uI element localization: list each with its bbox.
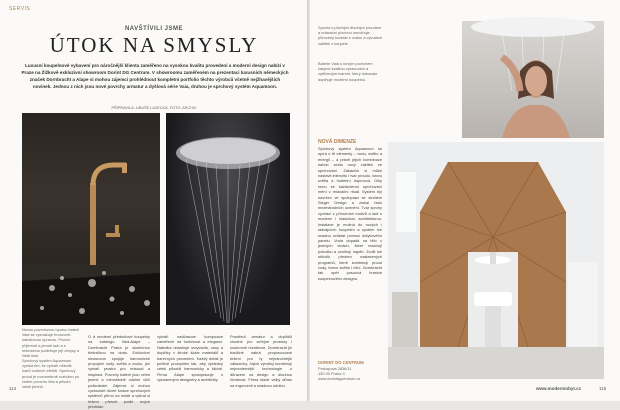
faucet-photo (22, 113, 160, 325)
right-body-text: Sprchový systém Aquamoon se opírá o tři elementy – vodu, světlo a energii – a právě jejich kombinace nabízí zcela nový zážitek ze sprchování. Zákazník si může nastavit intenzitu i tvar proudu, barvu světla a hudební doprovod. Díky tomu se každodenní sprchování mění v relaxační rituál. Systém byl navržen ve spolupráci se studiem Sieger Design a získal řadu mezinárodních ocenění. Tvar sprchy vychází z přírodních motivů a ladí s moderní i klasickou architekturou. Instalace je možná do nových i stávajících koupelen a systém lze snadno ovládat pomocí dotykového panelu. Voda dopadá na tělo v jemných vlnách, které masírují pokožku a uvolňují napětí. Zvolit lze několik předem nastavených programů, které kombinují proud vody, barvu světla i vůni. Dornbracht tak opět posouvá hranice koupelnového designu. (318, 146, 382, 281)
left-caption-1: Novou povrchovou úpravu baterií Vaia se vyznačuje bronzově-kartáčovou úpravou. Povrch příjemně a jemně ladí a s mikrotextu podtrhuje její obrysy a čisté linie. (22, 327, 80, 359)
article-title: ÚTOK NA SMYSLY (49, 33, 259, 57)
contact-line-3: www.dorintdgcentrum.cz (318, 376, 361, 381)
right-caption-1: Sprcha s plochým dlouhým proudem a relaxační plochou umožňuje přirozený kontakt s vodou a vyvolává zážitek z koupele. (318, 25, 382, 46)
website: www.moderniobyt.cz (536, 386, 581, 391)
page-number-right: 115 (599, 386, 607, 391)
contact-line-1: Prokopova 2836/11 (318, 366, 352, 371)
body-column-2-text: vytváří nadčasové kompozice zaměřené na funkčnost a eleganci. Nabídka obsahuje umyvadla, vany a doplňky v široké škále materiálů a barevných provedení. Každý detail je pečlivě promyšlen tak, aby výsledný celek působil harmonicky a klidně. Firma Alape spolupracuje s významnými designéry a architekty. (157, 334, 223, 383)
left-page (0, 0, 308, 410)
body-column-3-text: Prostředí armatur a doplňků vhodné pro veřejné prostory i soukromé rezidence. Dornbracht již tradičně nabízí propracované řešení pro ty nejnáročnější zákazníky. Jejich výrobky kombinují nejmodernější technologie s důrazem na design a dlouhou životnost. Firma klade velký důraz na ergonomii a snadnou údržbu. (230, 334, 292, 388)
body-column-1-text: O d moderní předsíňové koupelny na katalogu Vaia-Alape – Dornbracht Praha je skutečnou třešničkou na dortu. Exkluzivní showroom spojuje harmonické propojení vody, světla a zvuku, jež vytváří prostor pro relaxaci a inspiraci. Povrchy baterií jsou velmi jemné a mimořádně odolné vůči poškrábání. Zájemci si mohou vyzkoušet různé funkce sprchových systémů přímo na místě a vybrat si řešení přesně podle svých představ. (88, 334, 150, 410)
contact-heading: DORINT DG CENTRUM (318, 360, 364, 365)
bathroom-illustration (388, 142, 604, 379)
shower-head-photo (166, 113, 290, 325)
woman-illustration (462, 21, 604, 138)
body-column-3 (230, 334, 292, 386)
contact-line-2: 130 00 Praha 3 (318, 371, 345, 376)
shower-illustration (166, 113, 290, 325)
right-heading: NOVÁ DIMENZE (318, 139, 357, 145)
left-caption-2: Sprchový systém Aquamoon vyniká tím, že vytváří několik tvarů vodních efektů. Sprchový proud je rovnoměrně rozložen po celém povrchu těla a působí velmi jemně. (22, 358, 80, 390)
page-number-left: 114 (9, 386, 17, 391)
article-kicker: NAVŠTÍVILI JSME (124, 26, 184, 32)
faucet-illustration (22, 113, 160, 325)
bathroom-interior-photo (388, 142, 604, 379)
right-body (318, 146, 382, 370)
right-caption-2: Baterie Vaia s novým povrchem zaujme kvalitou zpracování a vytříbeným tvarem, který dokonale doplňuje moderní koupelnu. (318, 61, 378, 82)
section-label: SERVIS (9, 6, 31, 12)
right-page (310, 0, 620, 401)
woman-shower-photo (462, 21, 604, 138)
article-credit: PŘIPRAVILA: LIBUŠE LAZECKÁ, FOTO: ARCHIV (111, 106, 197, 110)
article-lead: Luxusní koupelnové vybavení pro náročnější klienta zaměřeno na vysokou kvalitu provedení a moderní design nabízí v Praze na Žižkově exkluzivní showroom Dorint DG Centrum. V showroomu zaměřeném na prezentaci luxusních německých značek Dornbracht a Alape si mohou zájemci prohlédnout kompletní portfolio těchto výrobců včetně nejžhavějších novinek. Jednou z nich jsou nové povrchy armatur a dyšlová série Vaia, druhou je sprchový systém Aquamoon. (21, 63, 289, 89)
body-column-2 (157, 334, 223, 386)
body-column-1 (88, 334, 150, 410)
